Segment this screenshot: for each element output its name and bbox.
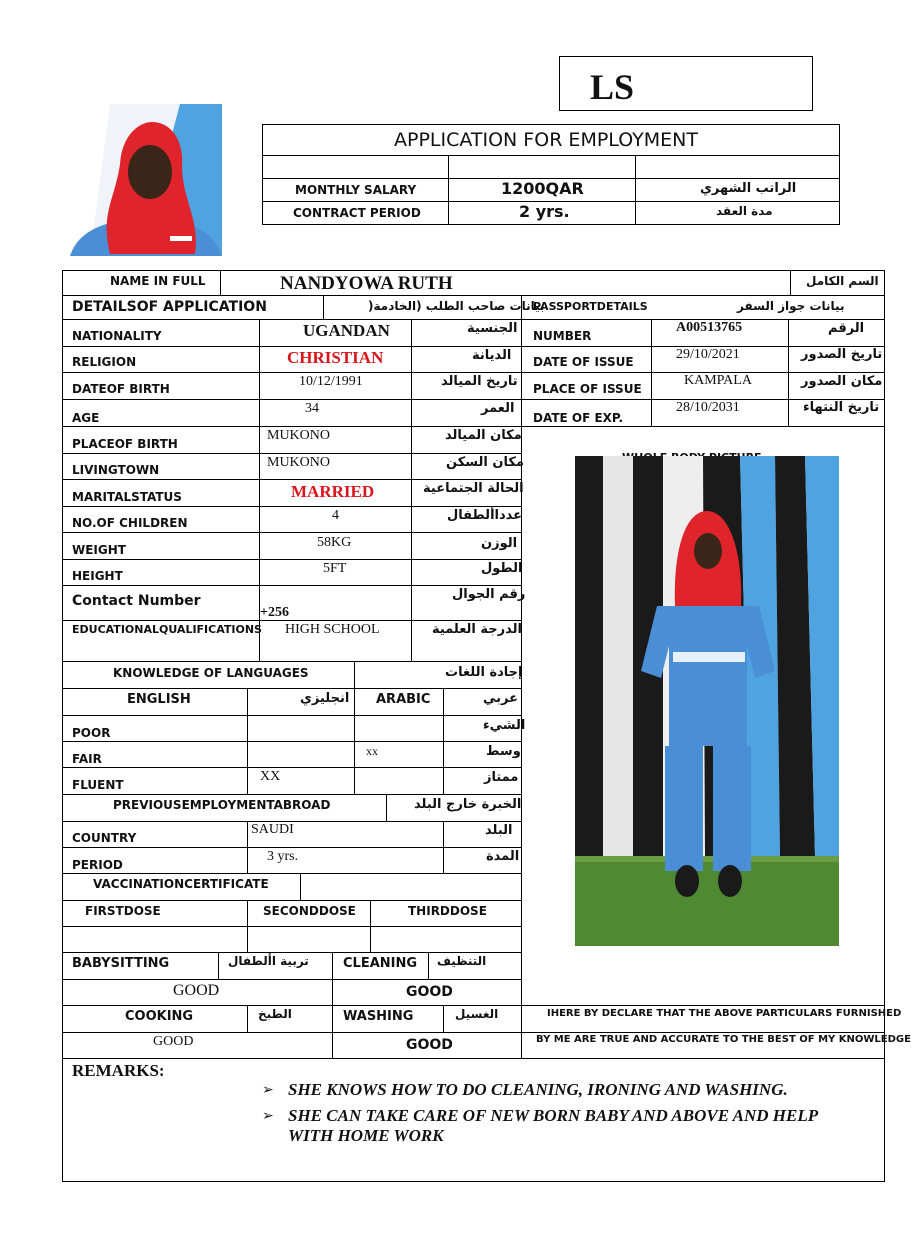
height-label: HEIGHT bbox=[72, 569, 123, 583]
first-dose: FIRSTDOSE bbox=[85, 904, 161, 918]
poor-label: POOR bbox=[72, 726, 111, 740]
previous-title: PREVIOUSEMPLOYMENTABROAD bbox=[113, 798, 331, 812]
arabic-header-ar: عربي bbox=[483, 691, 519, 706]
third-dose: THIRDDOSE bbox=[408, 904, 487, 918]
religion-label: RELIGION bbox=[72, 355, 137, 369]
passport-ar: بيانات جواز السفر bbox=[737, 299, 845, 313]
nationality-value: UGANDAN bbox=[303, 321, 390, 340]
weight-value: 58KG bbox=[317, 535, 352, 550]
place-of-birth-ar: مكان الميالد bbox=[445, 428, 522, 443]
expiry-value: 28/10/2031 bbox=[676, 400, 740, 415]
fair-arabic-value: xx bbox=[366, 744, 378, 758]
babysitting-value: GOOD bbox=[173, 982, 220, 999]
issue-date-value: 29/10/2021 bbox=[676, 347, 740, 362]
washing-value: GOOD bbox=[406, 1037, 453, 1053]
fluent-ar: ممتاز bbox=[484, 770, 519, 785]
contact-label: Contact Number bbox=[72, 593, 201, 609]
issue-place-label: PLACE OF ISSUE bbox=[533, 382, 642, 396]
cooking-value: GOOD bbox=[153, 1034, 194, 1049]
expiry-label: DATE OF EXP. bbox=[533, 411, 624, 425]
nationality-label: NATIONALITY bbox=[72, 329, 162, 343]
passport-number-value: A00513765 bbox=[676, 320, 743, 335]
passport-photo bbox=[70, 104, 222, 256]
education-value: HIGH SCHOOL bbox=[285, 622, 380, 637]
nationality-ar: الجنسية bbox=[467, 321, 518, 336]
cleaning-value: GOOD bbox=[406, 984, 453, 1000]
religion-value: CHRISTIAN bbox=[287, 348, 384, 367]
marital-status-ar: الحالة الجتماعية bbox=[423, 481, 524, 496]
babysitting-label: BABYSITTING bbox=[72, 956, 170, 971]
education-ar: الدرجة العلمية bbox=[432, 622, 522, 637]
salary-label: MONTHLY SALARY bbox=[295, 183, 417, 197]
name-ar: السم الكامل bbox=[806, 274, 879, 288]
full-body-photo bbox=[575, 456, 839, 946]
details-section: DETAILSOF APPLICATION bbox=[72, 299, 267, 315]
fair-label: FAIR bbox=[72, 752, 102, 766]
age-value: 34 bbox=[305, 401, 319, 416]
children-value: 4 bbox=[332, 508, 339, 523]
living-town-label: LIVINGTOWN bbox=[72, 463, 160, 477]
babysitting-ar: تربية األطفال bbox=[228, 954, 309, 968]
vaccination-title: VACCINATIONCERTIFICATE bbox=[93, 877, 269, 891]
bullet-arrow-1: ➢ bbox=[262, 1082, 274, 1098]
details-ar: بيانات صاحب الطلب (الخادمة( bbox=[368, 299, 545, 313]
contact-ar: رقم الجوال bbox=[452, 587, 526, 602]
second-dose: SECONDDOSE bbox=[263, 904, 356, 918]
dob-ar: تاريخ الميالد bbox=[441, 374, 518, 389]
cleaning-label: CLEANING bbox=[343, 956, 418, 971]
name-value: NANDYOWA RUTH bbox=[280, 273, 453, 294]
country-label: COUNTRY bbox=[72, 831, 137, 845]
passport-number-ar: الرقم bbox=[828, 321, 865, 336]
contract-ar: مدة العقد bbox=[716, 204, 773, 218]
period-value: 3 yrs. bbox=[267, 849, 299, 864]
code-box bbox=[559, 56, 813, 111]
name-label: NAME IN FULL bbox=[110, 274, 206, 288]
remark-1: SHE KNOWS HOW TO DO CLEANING, IRONING AND WASHING. bbox=[288, 1080, 788, 1099]
contract-value: 2 yrs. bbox=[519, 202, 570, 221]
issue-place-value: KAMPALA bbox=[684, 373, 752, 388]
dob-value: 10/12/1991 bbox=[299, 374, 363, 389]
arabic-header: ARABIC bbox=[376, 692, 431, 707]
washing-label: WASHING bbox=[343, 1009, 414, 1024]
remark-2a: SHE CAN TAKE CARE OF NEW BORN BABY AND ABOVE AND HELP bbox=[288, 1106, 819, 1125]
children-ar: عدداألطفال bbox=[447, 508, 523, 523]
salary-ar: الراتب الشهري bbox=[700, 181, 797, 196]
period-label: PERIOD bbox=[72, 858, 123, 872]
place-of-birth-label: PLACEOF BIRTH bbox=[72, 437, 178, 451]
fair-ar: وسط bbox=[486, 744, 521, 759]
living-town-value: MUKONO bbox=[267, 455, 330, 470]
declaration-line2: BY ME ARE TRUE AND ACCURATE TO THE BEST OF MY KNOWLEDGE bbox=[536, 1034, 911, 1045]
salary-value: 1200QAR bbox=[501, 179, 584, 198]
age-ar: العمر bbox=[481, 401, 515, 416]
cooking-ar: الطبخ bbox=[258, 1007, 292, 1021]
remarks-title: REMARKS: bbox=[72, 1061, 165, 1080]
country-ar: البلد bbox=[485, 823, 513, 838]
expiry-ar: تاريخ النتهاء bbox=[803, 400, 880, 415]
remark-2b: WITH HOME WORK bbox=[288, 1126, 444, 1145]
weight-label: WEIGHT bbox=[72, 543, 126, 557]
period-ar: المدة bbox=[486, 849, 520, 864]
children-label: NO.OF CHILDREN bbox=[72, 516, 188, 530]
washing-ar: الغسيل bbox=[455, 1007, 499, 1021]
issue-date-ar: تاريخ الصدور bbox=[801, 347, 883, 362]
place-of-birth-value: MUKONO bbox=[267, 428, 330, 443]
cleaning-ar: التنظيف bbox=[437, 954, 487, 968]
issue-place-ar: مكان الصدور bbox=[801, 374, 883, 389]
declaration-line1: IHERE BY DECLARE THAT THE ABOVE PARTICULARS FURNISHED bbox=[547, 1008, 902, 1019]
education-label: EDUCATIONALQUALIFICATIONS bbox=[72, 623, 262, 636]
english-header: ENGLISH bbox=[127, 692, 191, 707]
marital-status-value: MARRIED bbox=[291, 482, 375, 501]
religion-ar: الديانة bbox=[472, 348, 512, 363]
contact-value: +256 bbox=[260, 605, 289, 620]
issue-date-label: DATE OF ISSUE bbox=[533, 355, 634, 369]
country-value: SAUDI bbox=[251, 822, 294, 837]
living-town-ar: مكان السكن bbox=[446, 455, 524, 470]
passport-section: PASSPORTDETAILS bbox=[533, 300, 648, 313]
contract-label: CONTRACT PERIOD bbox=[293, 206, 421, 220]
languages-title-ar: إجادة اللغات bbox=[445, 665, 523, 680]
languages-title: KNOWLEDGE OF LANGUAGES bbox=[113, 666, 309, 680]
poor-ar: الشيء bbox=[483, 718, 526, 733]
fluent-label: FLUENT bbox=[72, 778, 124, 792]
height-ar: الطول bbox=[481, 561, 523, 576]
cooking-label: COOKING bbox=[125, 1009, 194, 1024]
height-value: 5FT bbox=[323, 561, 347, 576]
passport-number-label: NUMBER bbox=[533, 329, 592, 343]
fluent-english-value: XX bbox=[260, 769, 281, 784]
previous-title-ar: الخبرة خارج البلد bbox=[414, 797, 522, 812]
english-header-ar: انجليزي bbox=[300, 691, 350, 706]
page-title: APPLICATION FOR EMPLOYMENT bbox=[394, 129, 698, 151]
bullet-arrow-2: ➢ bbox=[262, 1108, 274, 1124]
dob-label: DATEOF BIRTH bbox=[72, 382, 170, 396]
marital-status-label: MARITALSTATUS bbox=[72, 490, 182, 504]
weight-ar: الوزن bbox=[481, 536, 518, 551]
age-label: AGE bbox=[72, 411, 100, 425]
code-box-text: LS bbox=[590, 67, 635, 107]
